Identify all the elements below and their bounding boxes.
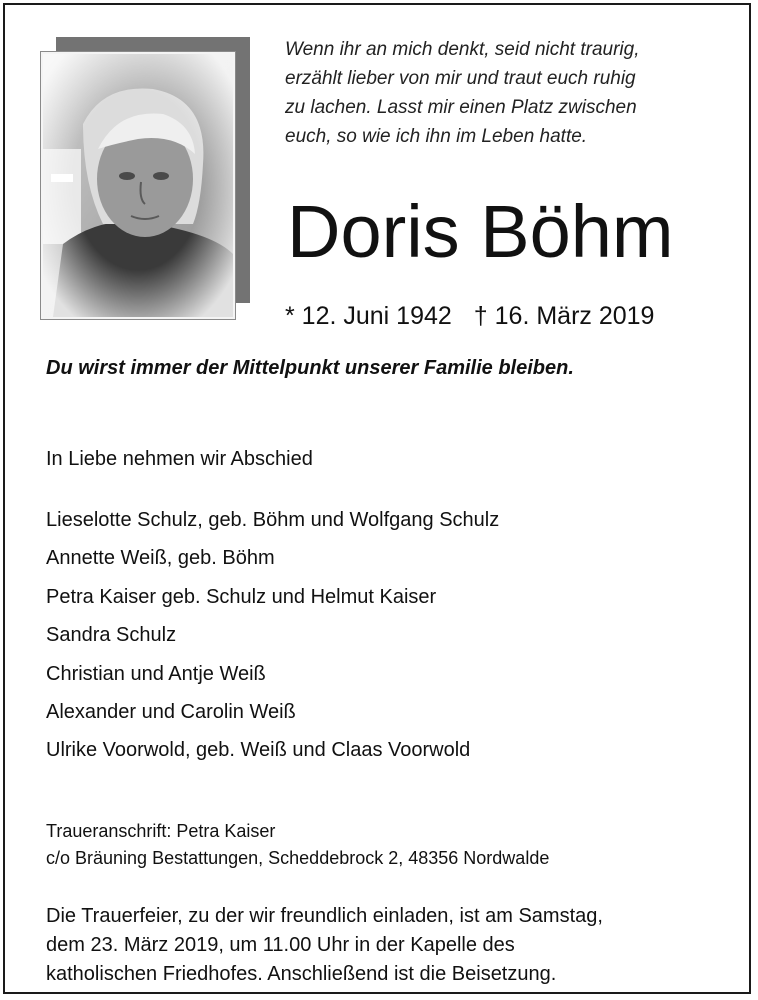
mourner-item: Alexander und Carolin Weiß xyxy=(46,701,296,724)
mourning-address xyxy=(46,818,549,872)
death-date: † 16. März 2019 xyxy=(473,302,655,330)
ceremony-notice: Die Trauerfeier, zu der wir freundlich einladen, ist am Samstag, dem 23. März 2019, um 11.00 Uhr in der Kapelle des katholischen Friedhofes. Anschließend ist die Beisetzung. xyxy=(46,905,603,985)
mourner-item: Christian und Antje Weiß xyxy=(46,662,266,685)
mourner-item: Annette Weiß, geb. Böhm xyxy=(46,547,275,570)
address-line-1: Traueranschrift: Petra Kaiser xyxy=(46,821,276,841)
mourner-item: Petra Kaiser geb. Schulz und Helmut Kaiser xyxy=(46,585,437,608)
birth-date: * 12. Juni 1942 xyxy=(285,302,452,330)
poem-text: Wenn ihr an mich denkt, seid nicht traurig, erzählt lieber von mir und traut euch ruhig zu lachen. Lasst mir einen Platz zwischen euch, so wie ich ihn im Leben hatte. xyxy=(285,39,640,147)
family-motto: Du wirst immer der Mittelpunkt unserer Familie bleiben. xyxy=(46,357,574,379)
mourner-item: Ulrike Voorwold, geb. Weiß und Claas Voorwold xyxy=(46,739,471,762)
portrait-photo xyxy=(41,52,235,319)
life-dates xyxy=(285,300,654,332)
portrait-photo-image xyxy=(43,54,233,317)
farewell-intro: In Liebe nehmen wir Abschied xyxy=(46,448,313,470)
mourners-list xyxy=(46,501,499,770)
mourner-item: Sandra Schulz xyxy=(46,624,177,647)
address-line-2: c/o Bräuning Bestattungen, Scheddebrock 2, 48356 Nordwalde xyxy=(46,848,550,868)
deceased-name: Doris Böhm xyxy=(287,190,674,273)
mourner-item: Lieselotte Schulz, geb. Böhm und Wolfgang Schulz xyxy=(46,509,500,531)
